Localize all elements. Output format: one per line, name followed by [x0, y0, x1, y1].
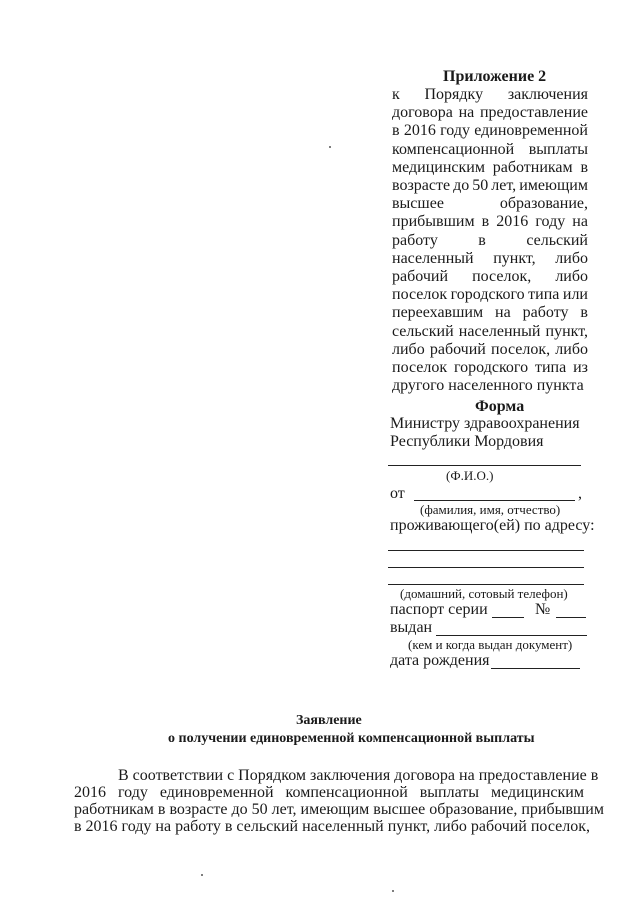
issued-line[interactable]: [436, 635, 587, 636]
appendix-line: [392, 268, 588, 286]
appendix-word: либо: [555, 249, 588, 267]
statement-text: медицинским: [491, 784, 584, 801]
appendix-word: 2016: [403, 122, 436, 140]
appendix-word: к: [392, 86, 400, 103]
appendix-line: [392, 122, 588, 140]
appendix-word: единовременной: [474, 122, 588, 140]
appendix-line: [392, 213, 588, 231]
birth-label: дата рождения: [390, 652, 490, 669]
appendix-line: [392, 304, 588, 322]
appendix-line: [392, 377, 584, 395]
fio-line[interactable]: [388, 465, 581, 466]
appendix-word: на: [458, 104, 475, 122]
recipient-line-1: Министру здравоохранения: [390, 415, 580, 432]
passport-series-label: паспорт серии: [390, 601, 488, 618]
appendix-word: предоставление: [479, 104, 588, 122]
appendix-word: 2016: [496, 213, 529, 231]
statement-line: [74, 818, 590, 836]
appendix-word: городского: [454, 359, 529, 376]
appendix-word: Порядку: [424, 86, 484, 103]
appendix-line: [392, 286, 588, 304]
appendix-word: возрасте: [392, 177, 451, 194]
scan-speck: [329, 146, 331, 148]
appendix-word: сельский: [526, 231, 588, 249]
appendix-word: работу: [522, 304, 569, 322]
address-label: проживающего(ей) по адресу:: [390, 517, 595, 534]
appendix-line: [392, 341, 588, 359]
appendix-title: Приложение 2: [443, 68, 547, 85]
appendix-line: [392, 104, 588, 122]
appendix-line: [392, 177, 588, 195]
appendix-word: населенный: [458, 322, 541, 340]
appendix-word: 50: [472, 177, 489, 194]
appendix-word: из: [573, 359, 588, 376]
appendix-word: образование,: [499, 195, 588, 213]
appendix-word: либо: [555, 268, 588, 285]
appendix-word: сельский: [392, 322, 454, 340]
recipient-line-2: Республики Мордовия: [390, 433, 544, 450]
issued-label: выдан: [390, 619, 433, 636]
appendix-word: либо: [555, 340, 588, 358]
statement-text: выплаты: [419, 784, 480, 801]
scan-speck: [201, 874, 203, 876]
passport-number-label: №: [535, 601, 551, 618]
appendix-word: компенсационной: [392, 140, 515, 158]
appendix-line: [392, 141, 588, 159]
appendix-word: населенный: [392, 249, 474, 267]
address-line-1[interactable]: [388, 550, 584, 551]
appendix-word: поселок,: [491, 340, 551, 358]
address-line-2[interactable]: [388, 567, 584, 568]
appendix-word: поселок,: [472, 268, 532, 285]
fio-caption: (Ф.И.О.): [446, 468, 494, 483]
appendix-word: в: [580, 304, 588, 322]
appendix-word: рабочий: [392, 268, 448, 285]
appendix-word: году: [440, 122, 470, 140]
issued-caption: (кем и когда выдан документ): [408, 637, 573, 652]
statement-text: единовременной: [159, 784, 274, 801]
statement-text: в 2016 году на работу в сельский населенный пункт, либо рабочий поселок,: [74, 818, 590, 835]
appendix-word: медицинским: [392, 158, 485, 176]
appendix-line: [392, 195, 588, 213]
statement-text: работникам в возрасте до 50 лет, имеющим высшее образование, прибывшим: [74, 801, 604, 818]
statement-text: компенсационной: [285, 784, 408, 801]
appendix-word: в: [580, 158, 588, 176]
from-label: от: [390, 485, 405, 502]
appendix-word: лет,: [491, 177, 517, 194]
appendix-word: типа: [534, 359, 567, 376]
appendix-line: [392, 232, 588, 250]
appendix-word: заключения: [507, 86, 588, 103]
from-name-line[interactable]: [414, 500, 575, 501]
statement-text: году: [117, 784, 148, 801]
name-caption: (фамилия, имя, отчество): [420, 502, 561, 517]
from-comma: ,: [578, 485, 582, 502]
phone-line[interactable]: [388, 584, 584, 585]
form-title: Форма: [475, 398, 525, 415]
appendix-word: другого населенного пункта: [392, 377, 584, 395]
appendix-word: до: [453, 177, 470, 194]
statement-text: В соответствии с Порядком заключения договора на предоставление в: [118, 767, 599, 784]
appendix-line: [392, 359, 588, 377]
appendix-word: или: [562, 286, 588, 304]
appendix-word: высшее: [392, 195, 444, 213]
appendix-word: работу: [392, 231, 438, 249]
appendix-word: договора: [392, 104, 453, 122]
appendix-word: на: [572, 213, 588, 231]
appendix-word: имеющим: [519, 177, 588, 194]
appendix-word: в: [478, 231, 486, 249]
appendix-word: году: [535, 213, 566, 231]
statement-text: 2016: [74, 784, 106, 801]
statement-line: [74, 801, 604, 819]
statement-subtitle: о получении единовременной компенсационной выплаты: [168, 731, 535, 746]
scan-speck: [392, 890, 394, 892]
appendix-word: пункт,: [493, 249, 536, 267]
appendix-word: поселок: [392, 359, 448, 376]
passport-series-line[interactable]: [492, 617, 524, 618]
statement-line: [118, 767, 598, 785]
appendix-word: выплаты: [528, 140, 588, 158]
appendix-word: в: [481, 213, 490, 231]
appendix-word: работникам: [492, 158, 573, 176]
appendix-word: переехавшим: [392, 304, 484, 322]
appendix-word: на: [495, 304, 511, 322]
appendix-word: либо: [392, 340, 425, 358]
appendix-line: [392, 86, 588, 104]
statement-line: [74, 784, 584, 802]
appendix-line: [392, 159, 588, 177]
appendix-word: поселок: [392, 286, 448, 304]
appendix-word: в: [392, 122, 400, 140]
appendix-word: типа: [528, 286, 560, 304]
appendix-word: прибывшим: [392, 213, 475, 231]
phone-caption: (домашний, сотовый телефон): [400, 586, 568, 601]
appendix-word: рабочий: [429, 340, 486, 358]
birth-date-line[interactable]: [491, 668, 580, 669]
appendix-word: пункт,: [545, 322, 588, 340]
passport-number-line[interactable]: [556, 617, 586, 618]
appendix-word: городского: [450, 286, 525, 304]
appendix-line: [392, 250, 588, 268]
statement-title: Заявление: [296, 713, 362, 728]
appendix-line: [392, 323, 588, 341]
